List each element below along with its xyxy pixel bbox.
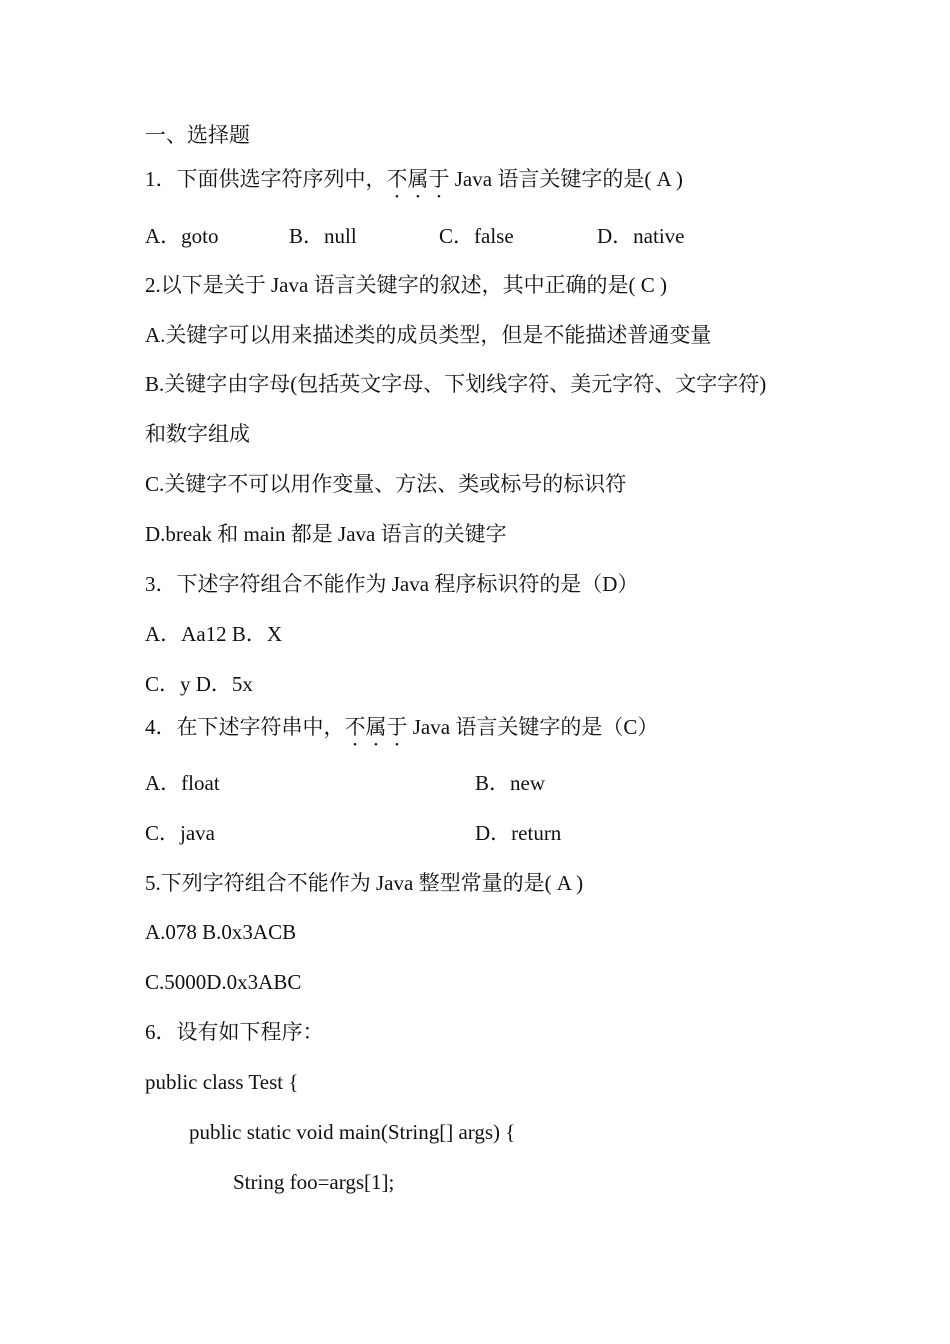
question-4-prefix: 4．在下述字符串中， bbox=[145, 715, 345, 739]
code-line-3: String foo=args[1]; bbox=[233, 1170, 395, 1194]
question-4-options-row-1 bbox=[145, 769, 545, 797]
question-6-stem: 6．设有如下程序： bbox=[145, 1020, 324, 1044]
section-title: 一、选择题 bbox=[145, 123, 250, 147]
question-2-option-c: C.关键字不可以用作变量、方法、类或标号的标识符 bbox=[145, 472, 627, 496]
question-1-emphasis: 不属于 bbox=[386, 167, 450, 191]
question-4-option-c: C．java bbox=[145, 821, 215, 845]
question-1-option-a: A．goto bbox=[145, 224, 219, 248]
question-4-option-b: B．new bbox=[475, 771, 545, 795]
question-1-options bbox=[145, 222, 684, 250]
question-3-options-row-2: C．y D．5x bbox=[145, 672, 253, 696]
question-2-stem: 2.以下是关于 Java 语言关键字的叙述，其中正确的是( C ) bbox=[145, 273, 668, 297]
question-2-option-b: B.关键字由字母(包括英文字母、下划线字符、美元字符、文字字符) bbox=[145, 372, 767, 396]
question-1-suffix: Java 语言关键字的是( A ) bbox=[449, 167, 683, 191]
question-5-stem: 5.下列字符组合不能作为 Java 整型常量的是( A ) bbox=[145, 871, 584, 895]
question-1-option-c: C．false bbox=[439, 224, 514, 248]
question-1-stem bbox=[145, 165, 683, 203]
question-2-option-b-continued: 和数字组成 bbox=[145, 422, 250, 446]
question-3-stem: 3．下述字符组合不能作为 Java 程序标识符的是（D） bbox=[145, 572, 639, 596]
question-1-option-b: B．null bbox=[289, 224, 357, 248]
question-4-suffix: Java 语言关键字的是（C） bbox=[407, 715, 659, 739]
question-1-prefix: 1．下面供选字符序列中， bbox=[145, 167, 387, 191]
question-2-option-a: A.关键字可以用来描述类的成员类型，但是不能描述普通变量 bbox=[145, 323, 712, 347]
question-1-option-d: D．native bbox=[597, 224, 685, 248]
question-4-option-d: D．return bbox=[475, 821, 562, 845]
question-5-options-row-1: A.078 B.0x3ACB bbox=[145, 920, 297, 944]
question-5-options-row-2: C.5000D.0x3ABC bbox=[145, 970, 302, 994]
code-line-1: public class Test { bbox=[145, 1070, 299, 1094]
question-3-options-row-1: A．Aa12 B．X bbox=[145, 622, 283, 646]
question-4-stem bbox=[145, 713, 658, 751]
question-4-emphasis: 不属于 bbox=[344, 715, 408, 739]
question-4-options-row-2 bbox=[145, 819, 561, 847]
question-4-option-a: A．float bbox=[145, 771, 220, 795]
question-2-option-d: D.break 和 main 都是 Java 语言的关键字 bbox=[145, 522, 507, 546]
code-line-2: public static void main(String[] args) { bbox=[189, 1120, 516, 1144]
